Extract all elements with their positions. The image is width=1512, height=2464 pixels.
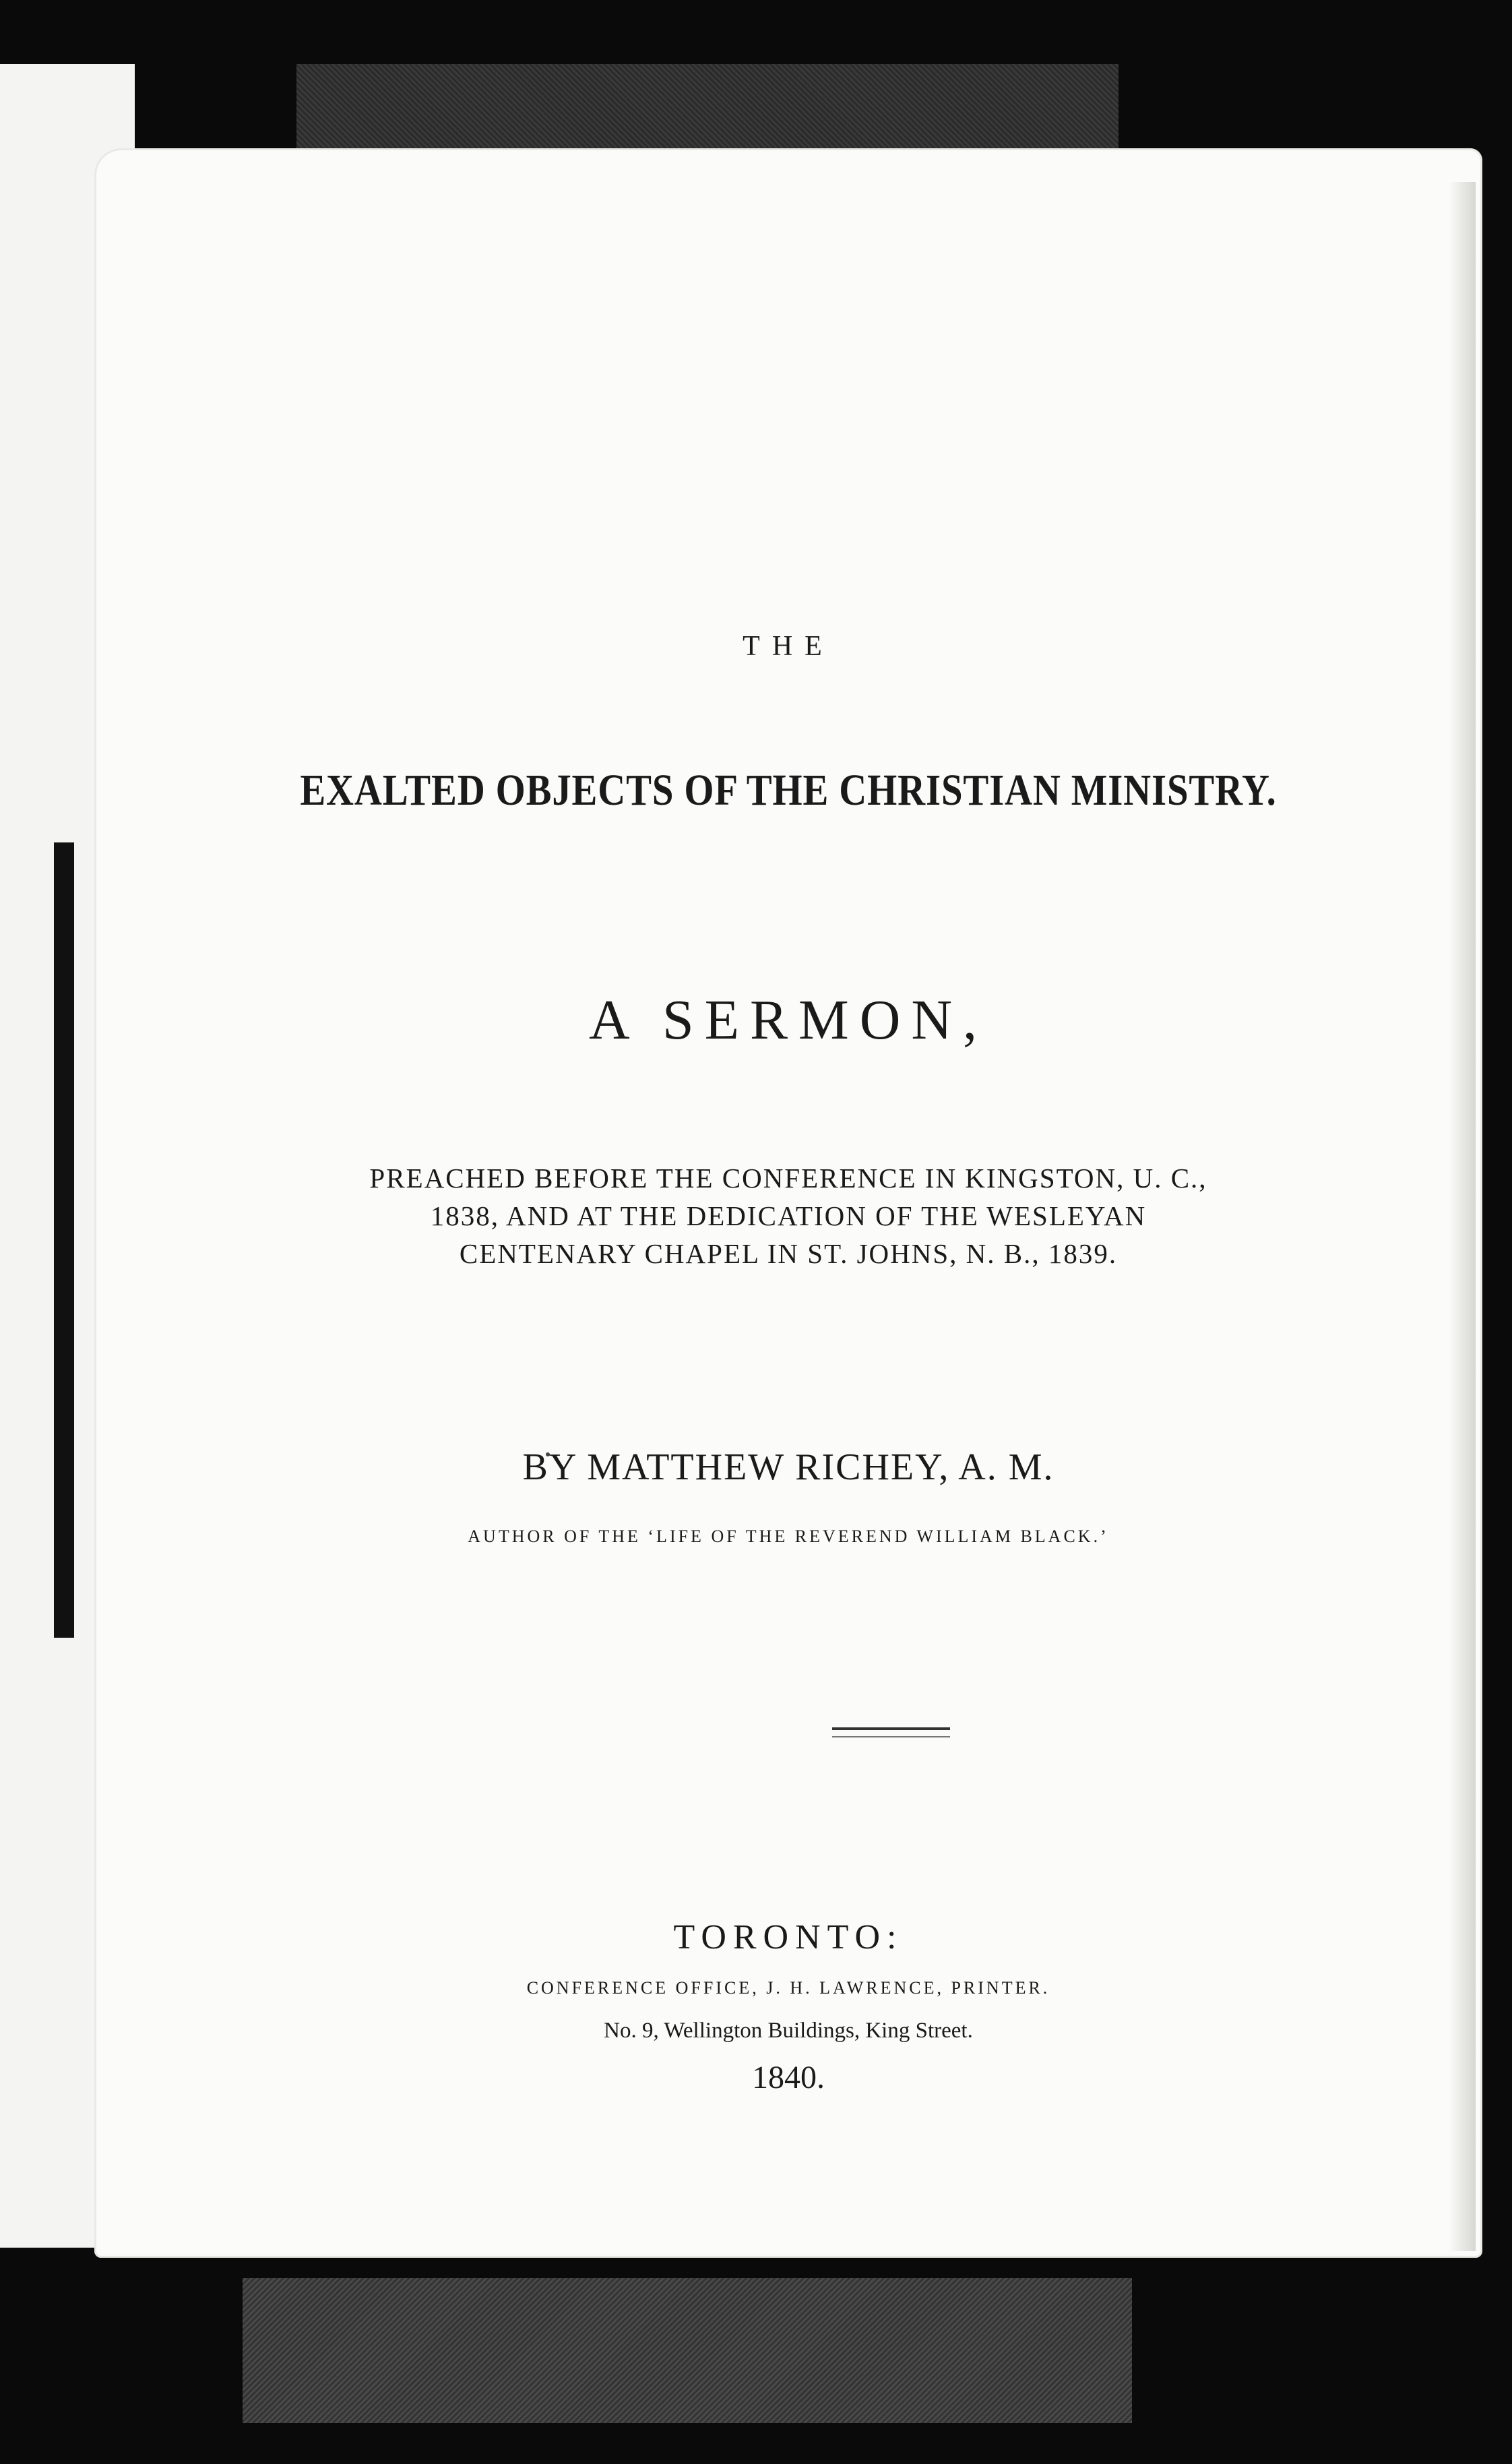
title-page xyxy=(94,148,1482,2258)
printer-address: No. 9, Wellington Buildings, King Street. xyxy=(604,2019,973,2043)
preached-line: CENTENARY CHAPEL IN ST. JOHNS, N. B., 1839. xyxy=(459,1238,1118,1269)
divider-rule xyxy=(832,1727,950,1730)
author-byline: BY MATTHEW RICHEY, A. M. xyxy=(522,1446,1054,1488)
book-subtitle: A SERMON, xyxy=(588,989,988,1051)
preached-line: 1838, AND AT THE DEDICATION OF THE WESLEYAN xyxy=(430,1200,1147,1231)
preached-description xyxy=(94,1159,1482,1272)
page-edge-shadow xyxy=(1449,182,1476,2251)
printer-line: CONFERENCE OFFICE, J. H. LAWRENCE, PRINTER. xyxy=(526,1978,1050,1998)
scan-background-top xyxy=(296,64,1119,155)
scan-background-bottom xyxy=(243,2278,1132,2423)
title-article: THE xyxy=(743,631,834,662)
divider-rule-thin xyxy=(832,1736,950,1737)
publication-year: 1840. xyxy=(752,2060,825,2095)
book-title: EXALTED OBJECTS OF THE CHRISTIAN MINISTRY. xyxy=(300,766,1277,815)
publication-place: TORONTO: xyxy=(673,1918,904,1957)
preached-line: PREACHED BEFORE THE CONFERENCE IN KINGSTON, U. C., xyxy=(369,1163,1207,1194)
author-note: AUTHOR OF THE ‘LIFE OF THE REVEREND WILLIAM BLACK.’ xyxy=(468,1527,1109,1546)
binding-spine xyxy=(54,842,74,1638)
